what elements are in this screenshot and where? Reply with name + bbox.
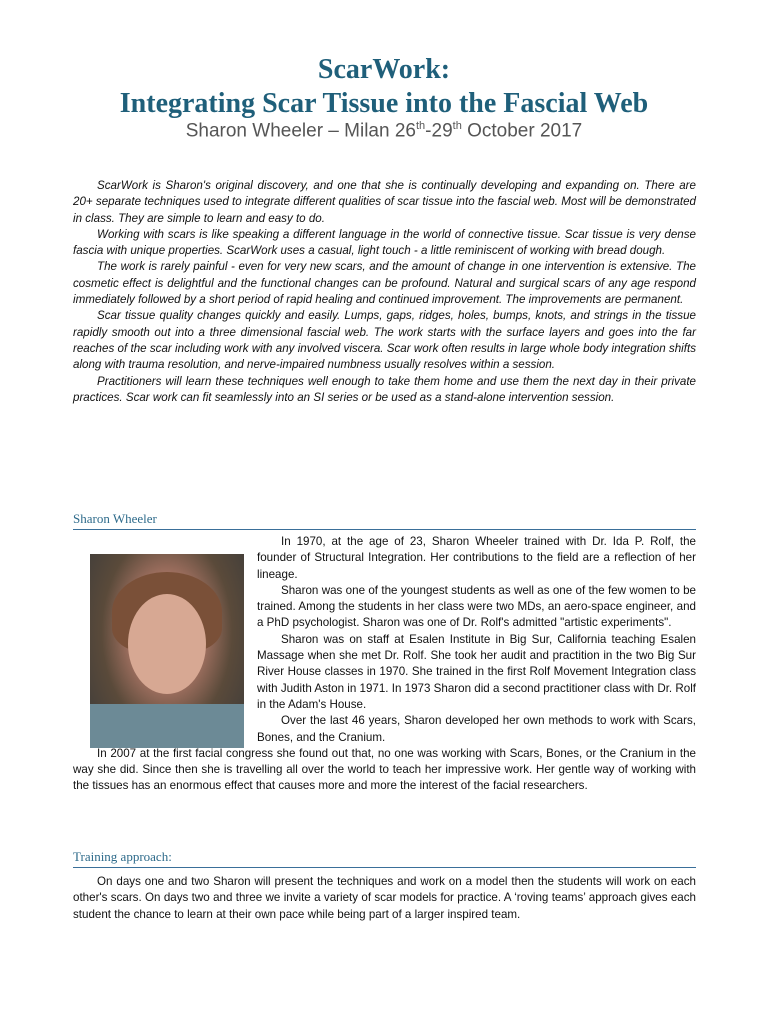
subtitle-sup-2: th: [452, 120, 462, 132]
bio-paragraph: In 2007 at the first facial congress she found out that, no one was working with Scars, Bones, or the Cranium in the way she did. Since then she is travelling all over the world to teach her impressive work. Her gentle way of working with the tissues has an enormous effect that causes more and more the interest of the facial researchers.: [73, 746, 696, 793]
section-heading-sharon-wheeler: Sharon Wheeler: [73, 511, 696, 530]
intro-paragraph: Working with scars is like speaking a different language in the world of connective tissue. Scar tissue is very dense fascia with unique properties. ScarWork uses a casual, light touch - a little reminiscent of working with bread dough.: [73, 227, 696, 258]
section-heading-training-approach: Training approach:: [73, 849, 696, 868]
subtitle-part-b: -29: [425, 120, 453, 142]
subtitle-sup-1: th: [415, 120, 426, 132]
subtitle-part-a: Sharon Wheeler – Milan 26: [185, 120, 416, 142]
bio-paragraph: In 1970, at the age of 23, Sharon Wheeler trained with Dr. Ida P. Rolf, the founder of Structural Integration. Her contributions to the field are a reflection of her lineage.: [257, 535, 696, 581]
intro-paragraph: Scar tissue quality changes quickly and easily. Lumps, gaps, ridges, holes, bumps, knots, and strings in the tissue rapidly smooth out into a three dimensional fascial web. The work starts with the surface layers and goes into the far reaches of the scar including work with any involved viscera. Scar work often results in large whole body integration shifts along with trauma resolution, and nerve-impaired numbness usually resolves within a session.: [73, 309, 696, 372]
bio-paragraph: Sharon was on staff at Esalen Institute in Big Sur, California teaching Esalen Massage when she met Dr. Rolf. She took her audit and practition in the two Big Sur River House classes in 1970. She trained in the first Rolf Movement Integration class with Judith Aston in 1971. In 1973 Sharon did a second practitioner class with Dr. Rolf in the Adam's House.: [257, 632, 696, 711]
title-line-1: ScarWork:: [317, 54, 451, 85]
intro-paragraph: ScarWork is Sharon's original discovery, and one that she is continually developing and expanding on. There are 20+ separate techniques used to integrate different qualities of scar tissue into the fascial web. Most will be demonstrated in class. They are simple to learn and easy to do.: [73, 179, 696, 225]
training-text: [73, 874, 696, 923]
bio-paragraph: Over the last 46 years, Sharon developed her own methods to work with Scars, Bones, and the Cranium.: [257, 714, 696, 744]
bio-paragraph: Sharon was one of the youngest students as well as one of the few women to be trained. Among the students in her class were two MDs, an aero-space engineer, and a PhD psychologist. Sharon was one of Dr. Rolf's admitted "artistic experiments".: [257, 583, 696, 630]
intro-text: [73, 178, 696, 406]
bio-text: [73, 534, 696, 795]
training-paragraph: On days one and two Sharon will present the techniques and work on a model then the students will work on each other's scars. On days two and three we invite a variety of scar models for practice. A ‘roving teams’ approach gives each student the chance to learn at their own pace while being part of a larger inspired team.: [73, 875, 696, 921]
subtitle: [0, 120, 768, 142]
subtitle-part-c: October 2017: [461, 120, 583, 142]
title-line-2: Integrating Scar Tissue into the Fascial Web: [119, 88, 649, 119]
intro-paragraph: The work is rarely painful - even for very new scars, and the amount of change in one intervention is extensive. The cosmetic effect is delightful and the functional changes can be profound. Natural and surgical scars of any age respond immediately followed by a short period of rapid healing and continued improvement. The improvements are permanent.: [73, 260, 696, 307]
intro-paragraph: Practitioners will learn these techniques well enough to take them home and use them the next day in their private practices. Scar work can fit seamlessly into an SI series or be used as a stand-alone intervention session.: [73, 374, 696, 404]
